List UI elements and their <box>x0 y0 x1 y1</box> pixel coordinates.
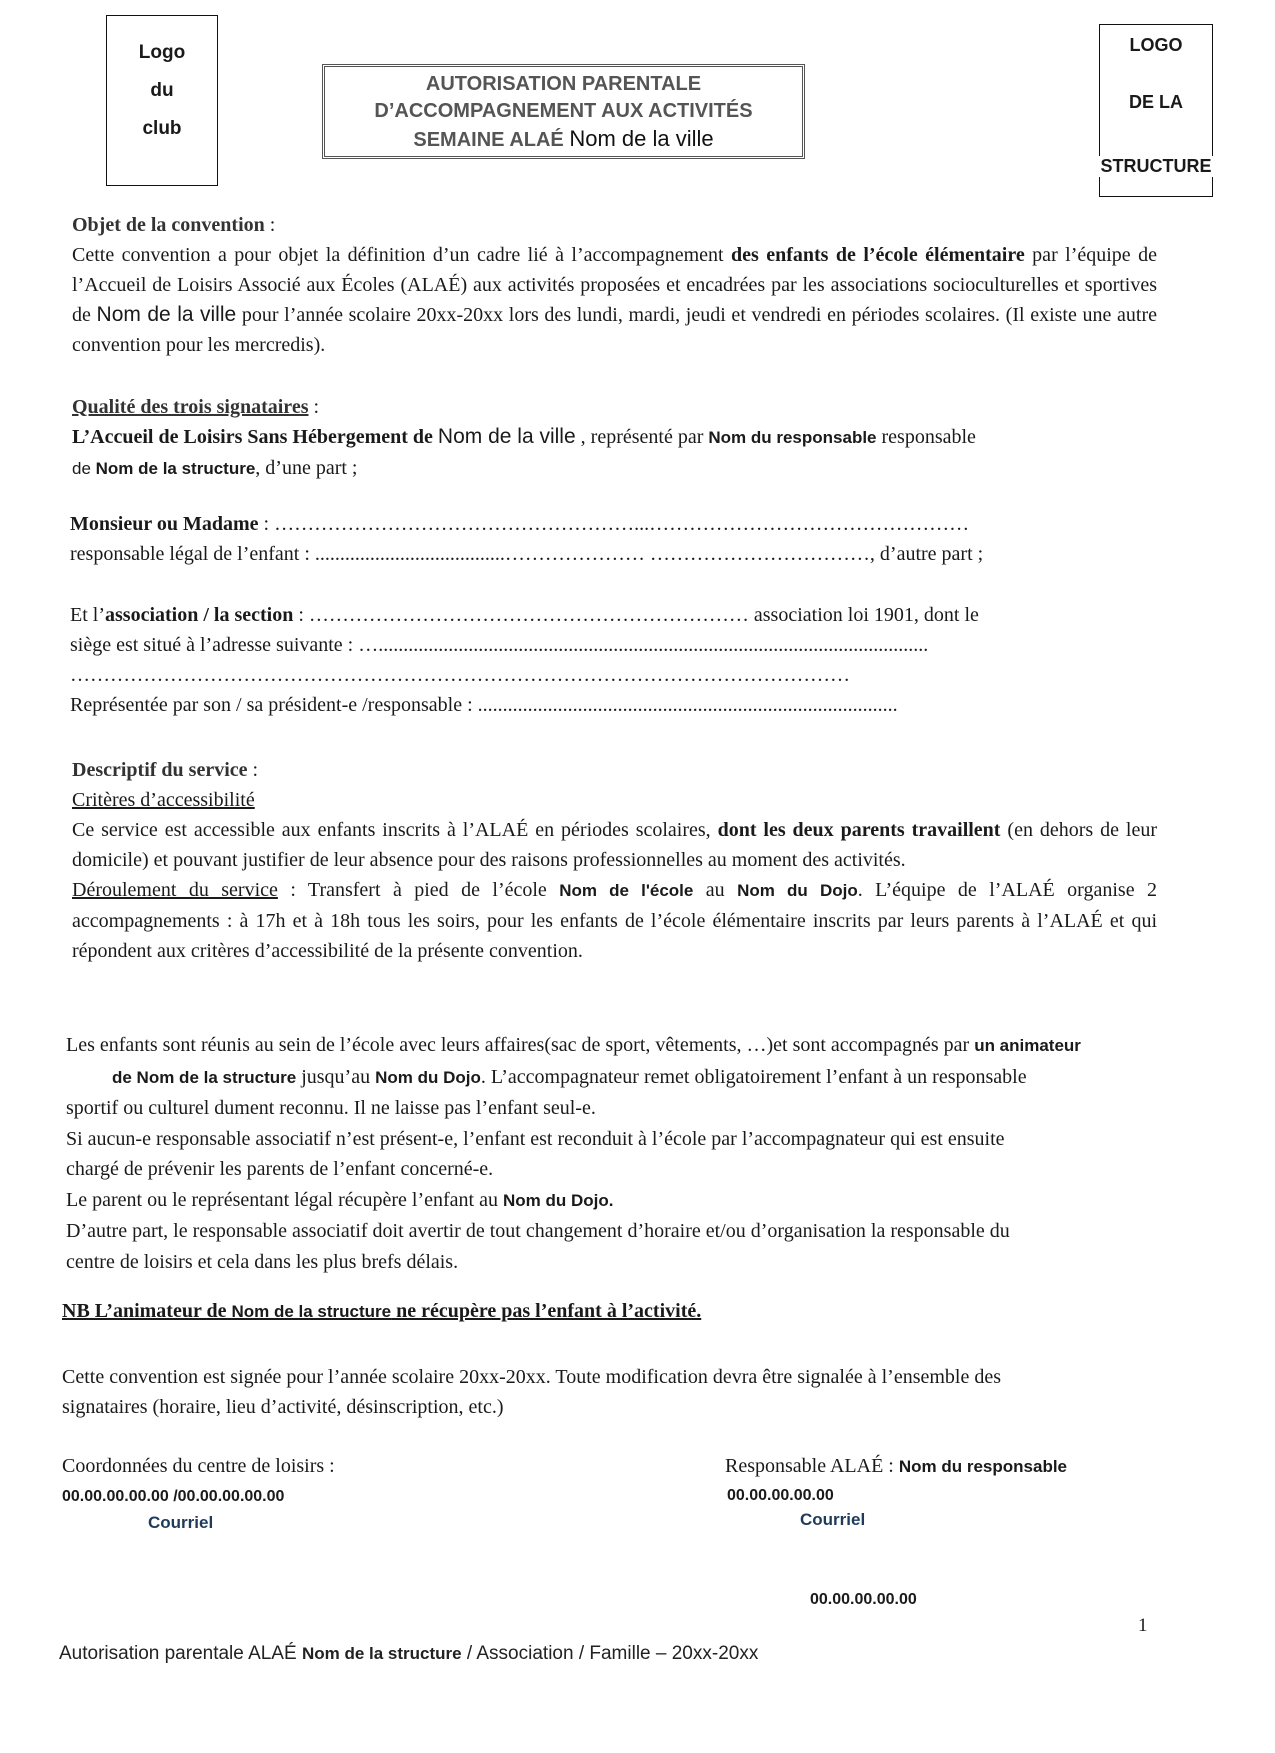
text: responsable <box>876 426 976 448</box>
responsable-contact <box>725 1455 1067 1478</box>
school-name: Nom de l'école <box>559 881 694 900</box>
page-footer <box>59 1643 758 1665</box>
bold-text: un animateur <box>974 1036 1081 1055</box>
logo-club-line: Logo <box>138 42 186 63</box>
bold-text: dont les deux parents travaillent <box>717 819 1001 841</box>
deroulement-paragraph <box>72 875 1157 966</box>
criteres-heading: Critères d’accessibilité <box>72 789 255 811</box>
logo-club-line: club <box>142 118 182 139</box>
field-label: Monsieur ou Madame <box>70 513 259 535</box>
heading-colon: : <box>308 396 320 418</box>
parent-name-field[interactable] <box>70 513 969 536</box>
heading-colon: : <box>247 759 259 781</box>
structure-name: de Nom de la structure <box>112 1067 297 1087</box>
text: , d’une part ; <box>255 457 358 479</box>
modalites-line <box>66 1185 1266 1217</box>
modalites-line: centre de loisirs et cela dans les plus brefs délais. <box>66 1250 459 1273</box>
field-label: association / la section <box>105 604 294 626</box>
section-objet <box>72 210 1157 360</box>
logo-club-line: du <box>150 80 174 101</box>
association-address-field[interactable] <box>70 634 928 657</box>
logo-structure-line: DE LA <box>1129 92 1183 112</box>
logo-structure-line: STRUCTURE <box>1094 156 1218 177</box>
association-address-field-2[interactable] <box>70 664 850 687</box>
dojo-name: Nom du Dojo <box>375 1067 481 1087</box>
title-line-2: D’ACCOMPAGNEMENT AUX ACTIVITÉS <box>374 100 753 122</box>
deroulement-heading: Déroulement du service <box>72 879 278 901</box>
fill-dots: : ………………………………………………...………………………………………… <box>258 513 970 535</box>
signataires-heading: Qualité des trois signataires <box>72 396 309 418</box>
objet-paragraph <box>72 240 1157 360</box>
section-descriptif <box>72 755 1157 966</box>
city-name: Nom de la ville <box>96 303 237 326</box>
title-line-1: AUTORISATION PARENTALE <box>425 73 702 95</box>
modalites-line <box>66 1062 1266 1094</box>
bold-text: des enfants de l’école élémentaire <box>731 244 1025 266</box>
text: jusqu’au <box>296 1065 376 1088</box>
text: Et l’ <box>70 604 105 626</box>
dojo-name: Nom du Dojo <box>737 881 858 900</box>
responsable-name: Nom du responsable <box>898 1457 1068 1476</box>
section-modalites <box>66 1030 1266 1277</box>
text: Ce service est accessible aux enfants inscrits à l’ALAÉ en périodes scolaires, <box>72 819 718 841</box>
section-validite <box>62 1362 1001 1422</box>
structure-logo-placeholder <box>1099 24 1213 197</box>
validite-line: signataires (horaire, lieu d’activité, désinscription, etc.) <box>62 1396 504 1418</box>
logo-structure-line: LOGO <box>1129 35 1183 55</box>
section-signataires <box>72 392 1157 484</box>
text: pour l’année scolaire 20xx-20xx lors des lundi, mardi, jeudi et vendredi en périodes scolaires. (Il existe une autre convention pour les mercredis). <box>72 304 1157 356</box>
text: de <box>72 459 96 478</box>
validite-line: Cette convention est signée pour l’année scolaire 20xx-20xx. Toute modification devra être signalée à l’ensemble des <box>62 1366 1002 1388</box>
text: Autorisation parentale ALAÉ <box>59 1643 302 1664</box>
centre-contact-label: Coordonnées du centre de loisirs : <box>62 1455 335 1477</box>
text: Cette convention a pour objet la définition d’un cadre lié à l’accompagnement <box>72 244 731 266</box>
text: par l’équipe de l’Accueil de Loisirs Associé aux Écoles (ALAÉ) aux activités proposées et encadrées par les associations socioculturelles et sportives de <box>72 244 1157 326</box>
title-city: Nom de la ville <box>569 126 714 151</box>
responsable-phone: 00.00.00.00.00 <box>727 1487 834 1504</box>
text: / Association / Famille – 20xx-20xx <box>461 1643 759 1664</box>
text: ne récupère pas l’enfant à l’activité. <box>391 1300 702 1322</box>
centre-phones: 00.00.00.00.00 /00.00.00.00.00 <box>62 1488 285 1505</box>
fill-dots: : ………………………………………………………… association loi 1901, dont le <box>293 604 979 626</box>
text: . L’équipe de l’ALAÉ organise 2 accompagnements : à 17h et à 18h tous les soirs, pour les enfants de l’école élémentaire inscrits par leurs parents à l’ALAÉ et qui répondent aux critères d’accessibilité de la présente convention. <box>72 879 1157 962</box>
text: Les enfants sont réunis au sein de l’école avec leurs affaires(sac de sport, vêtements, …)et sont accompagnés par <box>66 1034 975 1056</box>
structure-name: Nom de la structure <box>301 1644 462 1663</box>
extra-phone: 00.00.00.00.00 <box>810 1591 917 1608</box>
text: : Transfert à pied de l’école <box>277 879 560 901</box>
modalites-line: chargé de prévenir les parents de l’enfant concerné-e. <box>66 1158 494 1180</box>
field-label: responsable légal de l’enfant : <box>70 543 315 565</box>
city-name: Nom de la ville <box>437 425 576 448</box>
bold-text: L’Accueil de Loisirs Sans Hébergement de <box>72 426 438 448</box>
association-representative-field[interactable] <box>70 694 898 717</box>
text: . L’accompagnateur remet obligatoirement l’enfant à un responsable <box>480 1065 1027 1088</box>
association-field[interactable] <box>70 604 979 627</box>
document-title <box>322 64 805 159</box>
legal-guardian-field[interactable] <box>70 543 983 566</box>
nb-notice <box>62 1300 701 1323</box>
field-label: Responsable ALAÉ : <box>725 1455 899 1477</box>
descriptif-heading: Descriptif du service <box>72 759 248 781</box>
club-logo-placeholder <box>106 15 218 186</box>
responsable-email-link[interactable]: Courriel <box>800 1510 866 1529</box>
title-week: SEMAINE ALAÉ <box>413 129 564 151</box>
fill-dots: ……………………………………………………………………………………………………… <box>70 664 850 686</box>
text: (en dehors de leur domicile) et pouvant justifier de leur absence pour des raisons professionnelles au moment des activités. <box>72 819 1157 871</box>
modalites-line: D’autre part, le responsable associatif doit avertir de tout changement d’horaire et/ou d’organisation la responsable du <box>66 1220 1010 1242</box>
modalites-line: Si aucun-e responsable associatif n’est présent-e, l’enfant est reconduit à l’école par l’accompagnateur qui est ensuite <box>66 1127 1005 1150</box>
text: , représenté par <box>575 426 709 448</box>
modalites-line: sportif ou culturel dument reconnu. Il ne laisse pas l’enfant seul-e. <box>66 1097 596 1119</box>
field-label: Représentée par son / sa président-e /responsable : .................................................................................... <box>70 694 898 716</box>
dojo-name: Nom du Dojo. <box>502 1190 614 1210</box>
criteres-paragraph <box>72 815 1157 875</box>
centre-email-link[interactable]: Courriel <box>148 1513 214 1532</box>
modalites-line <box>66 1030 1266 1062</box>
title-line-3 <box>325 125 802 154</box>
page-number: 1 <box>1138 1615 1148 1636</box>
text: NB L’animateur de <box>62 1300 232 1322</box>
structure-name: Nom de la structure <box>231 1302 392 1321</box>
heading-colon: : <box>264 214 276 236</box>
alsh-paragraph <box>72 422 1157 484</box>
responsable-name: Nom du responsable <box>708 428 877 447</box>
text: Le parent ou le représentant légal récupère l’enfant au <box>66 1188 503 1211</box>
text: au <box>693 879 738 901</box>
structure-name: Nom de la structure <box>95 459 256 478</box>
fill-dots: ......................................………………… ……………………………, d’autre part ; <box>314 543 984 565</box>
field-label: siège est situé à l’adresse suivante : ….............................................................................................................. <box>70 634 929 656</box>
objet-heading: Objet de la convention <box>72 214 265 236</box>
